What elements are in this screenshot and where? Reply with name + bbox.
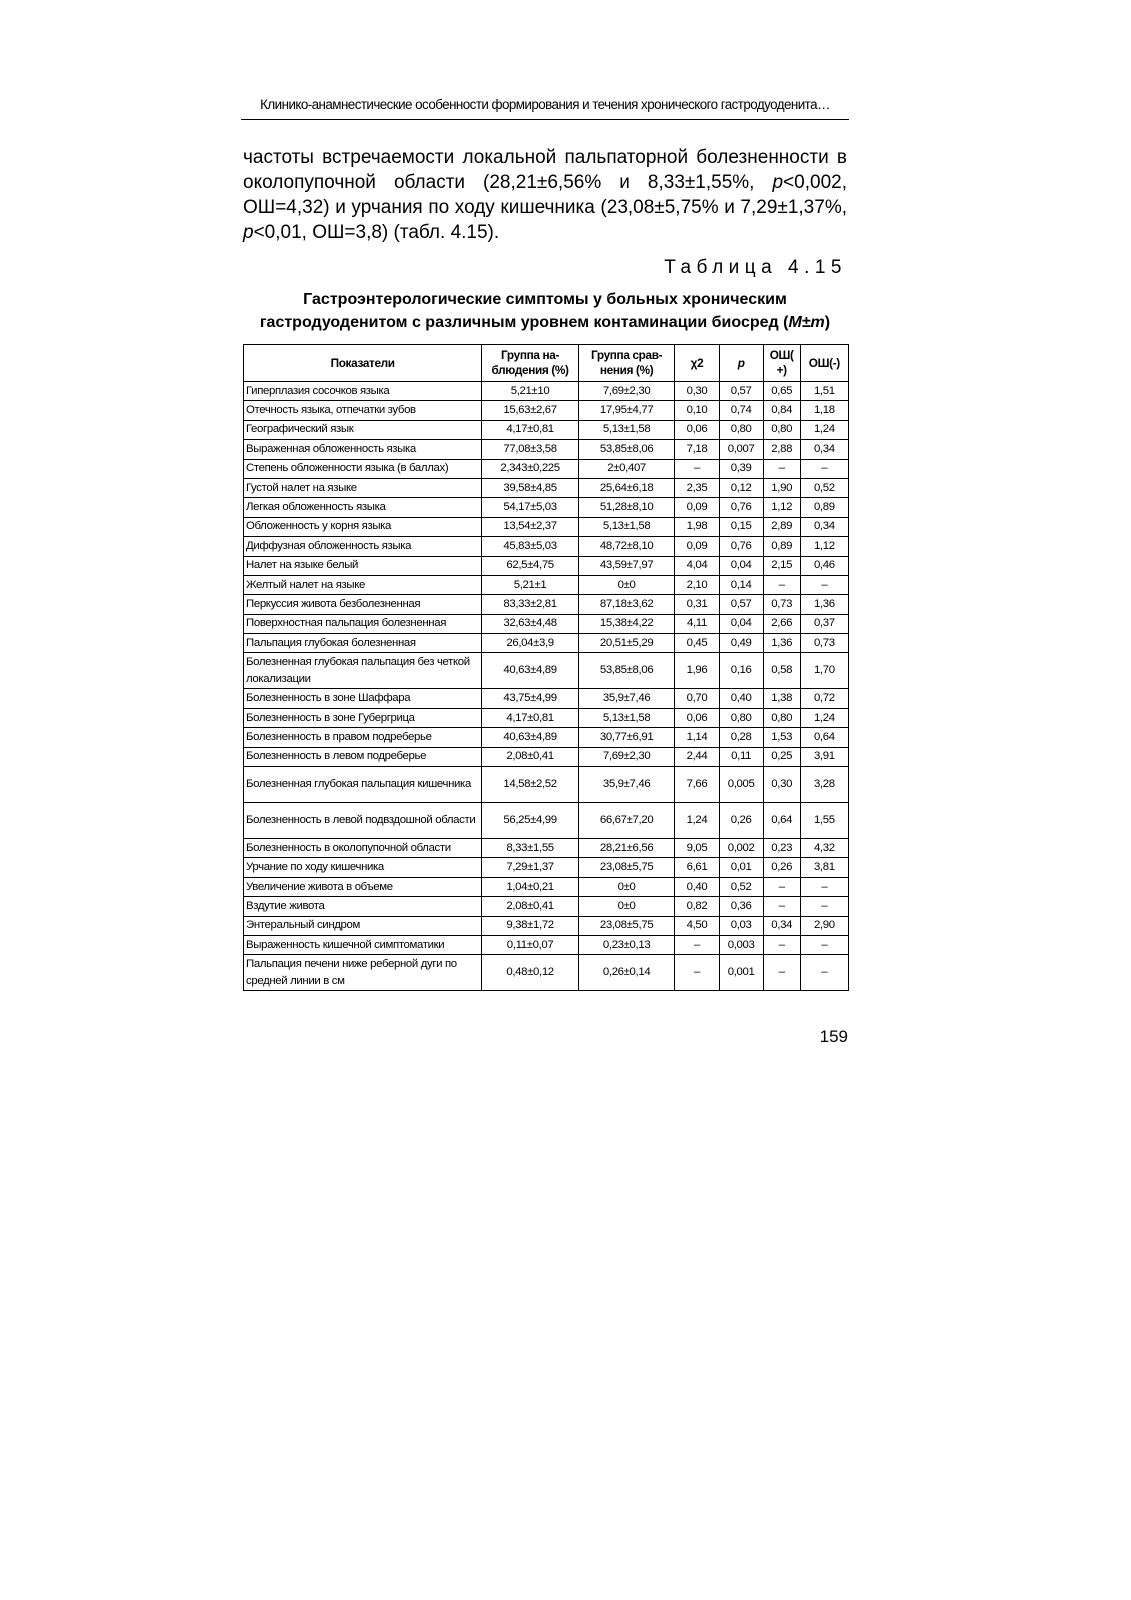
indicator-cell: Увеличение живота в объеме — [244, 877, 482, 896]
table-row — [244, 440, 849, 459]
table-row — [244, 935, 849, 954]
or-negative-cell: 3,91 — [800, 747, 848, 766]
indicator-cell: Налет на языке белый — [244, 556, 482, 575]
p-value-cell: 0,03 — [719, 916, 763, 935]
chi2-cell: 0,10 — [675, 401, 719, 420]
p-value-cell: 0,36 — [719, 897, 763, 916]
or-negative-cell: 4,32 — [800, 839, 848, 858]
chi2-cell: 7,18 — [675, 440, 719, 459]
p-value-cell: 0,74 — [719, 401, 763, 420]
table-row — [244, 459, 849, 478]
p-value-cell: 0,40 — [719, 689, 763, 708]
or-positive-cell: 0,80 — [763, 708, 800, 727]
or-positive-cell: 2,89 — [763, 517, 800, 536]
chi2-cell: 0,70 — [675, 689, 719, 708]
chi2-cell: 0,82 — [675, 897, 719, 916]
col-header-group-observation: Группа на- блюдения (%) — [482, 345, 579, 382]
group-comparison-cell: 2±0,407 — [578, 459, 675, 478]
group-observation-cell: 4,17±0,81 — [482, 420, 579, 439]
indicator-cell: Густой налет на языке — [244, 478, 482, 497]
table-row — [244, 858, 849, 877]
or-positive-cell: 1,90 — [763, 478, 800, 497]
or-negative-cell: 0,89 — [800, 498, 848, 517]
p-value-cell: 0,57 — [719, 382, 763, 401]
group-comparison-cell: 7,69±2,30 — [578, 382, 675, 401]
p-value-cell: 0,12 — [719, 478, 763, 497]
chi2-cell: 6,61 — [675, 858, 719, 877]
chi2-cell: 4,04 — [675, 556, 719, 575]
italic-p-symbol: p — [772, 172, 784, 193]
p-value-cell: 0,16 — [719, 653, 763, 689]
chi2-cell: 4,50 — [675, 916, 719, 935]
or-negative-cell: 0,46 — [800, 556, 848, 575]
chi2-cell: 1,24 — [675, 803, 719, 839]
indicator-cell: Степень обложенности языка (в баллах) — [244, 459, 482, 478]
or-negative-cell: – — [800, 575, 848, 594]
indicator-cell: Поверхностная пальпация болезненная — [244, 614, 482, 633]
italic-p-symbol: p — [243, 222, 254, 243]
or-negative-cell: 3,28 — [800, 767, 848, 803]
group-comparison-cell: 7,69±2,30 — [578, 747, 675, 766]
group-observation-cell: 2,08±0,41 — [482, 897, 579, 916]
or-positive-cell: 0,65 — [763, 382, 800, 401]
table-row — [244, 537, 849, 556]
group-comparison-cell: 48,72±8,10 — [578, 537, 675, 556]
table-row — [244, 728, 849, 747]
group-observation-cell: 4,17±0,81 — [482, 708, 579, 727]
or-positive-cell: 0,84 — [763, 401, 800, 420]
p-value-cell: 0,005 — [719, 767, 763, 803]
table-body — [244, 382, 849, 991]
group-observation-cell: 45,83±5,03 — [482, 537, 579, 556]
chi2-cell: 2,10 — [675, 575, 719, 594]
chi2-cell: 0,06 — [675, 708, 719, 727]
or-negative-cell: 1,24 — [800, 420, 848, 439]
paragraph-segment: <0,002, ОШ=4,32) и урчания по ходу кишечника (23,08±5,75% и 7,29±1,37%, — [243, 172, 847, 218]
table-title-end: ) — [824, 314, 831, 331]
or-negative-cell: 1,55 — [800, 803, 848, 839]
group-comparison-cell: 25,64±6,18 — [578, 478, 675, 497]
or-negative-cell: 1,70 — [800, 653, 848, 689]
or-negative-cell: 3,81 — [800, 858, 848, 877]
or-positive-cell: 2,15 — [763, 556, 800, 575]
or-negative-cell: 1,18 — [800, 401, 848, 420]
indicator-cell: Болезненность в левой подвздошной области — [244, 803, 482, 839]
or-positive-cell: 0,23 — [763, 839, 800, 858]
or-positive-cell: 0,73 — [763, 595, 800, 614]
table-row — [244, 420, 849, 439]
or-negative-cell: 0,34 — [800, 440, 848, 459]
chi2-cell: 0,30 — [675, 382, 719, 401]
indicator-cell: Болезненность в правом подреберье — [244, 728, 482, 747]
indicator-cell: Обложенность у корня языка — [244, 517, 482, 536]
or-positive-cell: 1,53 — [763, 728, 800, 747]
or-positive-cell: – — [763, 955, 800, 991]
chi2-cell: – — [675, 955, 719, 991]
table-title — [243, 288, 847, 334]
group-observation-cell: 0,48±0,12 — [482, 955, 579, 991]
chi2-cell: 0,09 — [675, 498, 719, 517]
indicator-cell: Отечность языка, отпечатки зубов — [244, 401, 482, 420]
running-header: Клинико-анамнестические особенности формирования и течения хронического гастродуоденита… — [260, 97, 830, 112]
group-observation-cell: 5,21±10 — [482, 382, 579, 401]
p-value-cell: 0,26 — [719, 803, 763, 839]
or-negative-cell: 0,72 — [800, 689, 848, 708]
group-observation-cell: 2,08±0,41 — [482, 747, 579, 766]
col-header-group-comparison: Группа срав- нения (%) — [578, 345, 675, 382]
table-row — [244, 767, 849, 803]
indicator-cell: Болезненность в околопупочной области — [244, 839, 482, 858]
paragraph-segment: <0,01, ОШ=3,8) (табл. 4.15). — [253, 222, 500, 243]
or-negative-cell: – — [800, 459, 848, 478]
or-negative-cell: 1,51 — [800, 382, 848, 401]
p-value-cell: 0,003 — [719, 935, 763, 954]
col-header-or-positive: ОШ( +) — [763, 345, 800, 382]
group-observation-cell: 5,21±1 — [482, 575, 579, 594]
p-value-cell: 0,28 — [719, 728, 763, 747]
group-observation-cell: 7,29±1,37 — [482, 858, 579, 877]
table-row — [244, 708, 849, 727]
or-negative-cell: 2,90 — [800, 916, 848, 935]
table-row — [244, 556, 849, 575]
p-value-cell: 0,14 — [719, 575, 763, 594]
indicator-cell: Гиперплазия сосочков языка — [244, 382, 482, 401]
col-header-p: p — [719, 345, 763, 382]
chi2-cell: – — [675, 935, 719, 954]
or-positive-cell: – — [763, 897, 800, 916]
or-negative-cell: 0,34 — [800, 517, 848, 536]
indicator-cell: Болезненность в зоне Губергрица — [244, 708, 482, 727]
group-comparison-cell: 53,85±8,06 — [578, 440, 675, 459]
or-positive-cell: 0,58 — [763, 653, 800, 689]
group-observation-cell: 43,75±4,99 — [482, 689, 579, 708]
table-row — [244, 401, 849, 420]
table-row — [244, 614, 849, 633]
p-value-cell: 0,04 — [719, 614, 763, 633]
chi2-cell: 0,06 — [675, 420, 719, 439]
or-positive-cell: 1,36 — [763, 634, 800, 653]
group-observation-cell: 8,33±1,55 — [482, 839, 579, 858]
table-row — [244, 897, 849, 916]
paragraph-segment: частоты встречаемости локальной пальпаторной болезненности в околопупочной области (28,21±6,56% и 8,33±1,55%, — [243, 147, 847, 193]
p-value-cell: 0,80 — [719, 420, 763, 439]
or-negative-cell: – — [800, 935, 848, 954]
p-value-cell: 0,002 — [719, 839, 763, 858]
group-comparison-cell: 23,08±5,75 — [578, 916, 675, 935]
group-observation-cell: 62,5±4,75 — [482, 556, 579, 575]
group-comparison-cell: 0±0 — [578, 897, 675, 916]
group-comparison-cell: 28,21±6,56 — [578, 839, 675, 858]
table-row — [244, 877, 849, 896]
p-value-cell: 0,01 — [719, 858, 763, 877]
group-observation-cell: 54,17±5,03 — [482, 498, 579, 517]
group-observation-cell: 9,38±1,72 — [482, 916, 579, 935]
or-negative-cell: 1,12 — [800, 537, 848, 556]
group-observation-cell: 40,63±4,89 — [482, 728, 579, 747]
col-header-chi2: χ2 — [675, 345, 719, 382]
or-negative-cell: 0,37 — [800, 614, 848, 633]
or-positive-cell: – — [763, 575, 800, 594]
or-negative-cell: – — [800, 897, 848, 916]
group-observation-cell: 83,33±2,81 — [482, 595, 579, 614]
or-negative-cell: 0,73 — [800, 634, 848, 653]
group-comparison-cell: 66,67±7,20 — [578, 803, 675, 839]
indicator-cell: Пальпация глубокая болезненная — [244, 634, 482, 653]
or-positive-cell: – — [763, 935, 800, 954]
group-comparison-cell: 5,13±1,58 — [578, 420, 675, 439]
p-value-cell: 0,15 — [719, 517, 763, 536]
table-row — [244, 595, 849, 614]
group-observation-cell: 15,63±2,67 — [482, 401, 579, 420]
symptoms-table — [243, 344, 849, 991]
or-positive-cell: 2,66 — [763, 614, 800, 633]
indicator-cell: Болезненность в левом подреберье — [244, 747, 482, 766]
or-positive-cell: 0,64 — [763, 803, 800, 839]
or-positive-cell: 1,12 — [763, 498, 800, 517]
indicator-cell: Вздутие живота — [244, 897, 482, 916]
chi2-cell: 2,44 — [675, 747, 719, 766]
p-value-cell: 0,76 — [719, 537, 763, 556]
table-row — [244, 747, 849, 766]
table-row — [244, 382, 849, 401]
group-comparison-cell: 20,51±5,29 — [578, 634, 675, 653]
indicator-cell: Пальпация печени ниже реберной дуги по средней линии в см — [244, 955, 482, 991]
indicator-cell: Болезненная глубокая пальпация кишечника — [244, 767, 482, 803]
group-observation-cell: 13,54±2,37 — [482, 517, 579, 536]
group-comparison-cell: 43,59±7,97 — [578, 556, 675, 575]
p-value-cell: 0,80 — [719, 708, 763, 727]
indicator-cell: Выраженная обложенность языка — [244, 440, 482, 459]
col-header-or-negative: ОШ(-) — [800, 345, 848, 382]
indicator-cell: Выраженность кишечной симптоматики — [244, 935, 482, 954]
col-header-indicator: Показатели — [244, 345, 482, 382]
table-label: Таблица 4.15 — [664, 257, 847, 278]
table-row — [244, 955, 849, 991]
table-title-italic: M±m — [788, 314, 825, 331]
or-negative-cell: 1,24 — [800, 708, 848, 727]
p-value-cell: 0,11 — [719, 747, 763, 766]
group-observation-cell: 1,04±0,21 — [482, 877, 579, 896]
p-value-cell: 0,04 — [719, 556, 763, 575]
chi2-cell: 0,45 — [675, 634, 719, 653]
table-row — [244, 517, 849, 536]
or-positive-cell: 0,80 — [763, 420, 800, 439]
or-negative-cell: – — [800, 877, 848, 896]
chi2-cell: – — [675, 459, 719, 478]
chi2-cell: 0,31 — [675, 595, 719, 614]
indicator-cell: Желтый налет на языке — [244, 575, 482, 594]
group-observation-cell: 40,63±4,89 — [482, 653, 579, 689]
group-comparison-cell: 0,26±0,14 — [578, 955, 675, 991]
or-negative-cell: 0,64 — [800, 728, 848, 747]
group-comparison-cell: 35,9±7,46 — [578, 767, 675, 803]
indicator-cell: Болезненная глубокая пальпация без четкой локализации — [244, 653, 482, 689]
indicator-cell: Урчание по ходу кишечника — [244, 858, 482, 877]
group-comparison-cell: 87,18±3,62 — [578, 595, 675, 614]
group-comparison-cell: 23,08±5,75 — [578, 858, 675, 877]
indicator-cell: Диффузная обложенность языка — [244, 537, 482, 556]
table-row — [244, 916, 849, 935]
table-row — [244, 634, 849, 653]
table-row — [244, 839, 849, 858]
table-row — [244, 575, 849, 594]
or-positive-cell: – — [763, 877, 800, 896]
or-positive-cell: 0,25 — [763, 747, 800, 766]
group-observation-cell: 14,58±2,52 — [482, 767, 579, 803]
group-observation-cell: 2,343±0,225 — [482, 459, 579, 478]
group-observation-cell: 26,04±3,9 — [482, 634, 579, 653]
chi2-cell: 0,09 — [675, 537, 719, 556]
group-comparison-cell: 5,13±1,58 — [578, 708, 675, 727]
table-title-main: Гастроэнтерологические симптомы у больных хроническим гастродуоденитом с различным уровнем контаминации биосред ( — [259, 291, 789, 331]
or-positive-cell: – — [763, 459, 800, 478]
chi2-cell: 1,14 — [675, 728, 719, 747]
group-comparison-cell: 5,13±1,58 — [578, 517, 675, 536]
or-positive-cell: 0,89 — [763, 537, 800, 556]
group-observation-cell: 77,08±3,58 — [482, 440, 579, 459]
or-positive-cell: 0,30 — [763, 767, 800, 803]
group-comparison-cell: 0,23±0,13 — [578, 935, 675, 954]
indicator-cell: Легкая обложенность языка — [244, 498, 482, 517]
p-value-cell: 0,76 — [719, 498, 763, 517]
p-value-cell: 0,52 — [719, 877, 763, 896]
chi2-cell: 0,40 — [675, 877, 719, 896]
header-rule — [241, 119, 849, 120]
group-observation-cell: 0,11±0,07 — [482, 935, 579, 954]
table-row — [244, 689, 849, 708]
group-comparison-cell: 17,95±4,77 — [578, 401, 675, 420]
group-comparison-cell: 30,77±6,91 — [578, 728, 675, 747]
group-observation-cell: 39,58±4,85 — [482, 478, 579, 497]
group-observation-cell: 56,25±4,99 — [482, 803, 579, 839]
or-negative-cell: – — [800, 955, 848, 991]
or-negative-cell: 1,36 — [800, 595, 848, 614]
table-row — [244, 653, 849, 689]
or-positive-cell: 0,26 — [763, 858, 800, 877]
or-positive-cell: 0,34 — [763, 916, 800, 935]
chi2-cell: 1,98 — [675, 517, 719, 536]
indicator-cell: Перкуссия живота безболезненная — [244, 595, 482, 614]
p-value-cell: 0,007 — [719, 440, 763, 459]
indicator-cell: Энтеральный синдром — [244, 916, 482, 935]
group-comparison-cell: 0±0 — [578, 575, 675, 594]
p-value-cell: 0,001 — [719, 955, 763, 991]
indicator-cell: Географический язык — [244, 420, 482, 439]
table-row — [244, 498, 849, 517]
or-positive-cell: 2,88 — [763, 440, 800, 459]
or-negative-cell: 0,52 — [800, 478, 848, 497]
group-comparison-cell: 51,28±8,10 — [578, 498, 675, 517]
chi2-cell: 7,66 — [675, 767, 719, 803]
chi2-cell: 1,96 — [675, 653, 719, 689]
group-comparison-cell: 15,38±4,22 — [578, 614, 675, 633]
group-comparison-cell: 0±0 — [578, 877, 675, 896]
p-value-cell: 0,49 — [719, 634, 763, 653]
or-positive-cell: 1,38 — [763, 689, 800, 708]
table-header-row — [244, 345, 849, 382]
indicator-cell: Болезненность в зоне Шаффара — [244, 689, 482, 708]
group-comparison-cell: 35,9±7,46 — [578, 689, 675, 708]
chi2-cell: 9,05 — [675, 839, 719, 858]
chi2-cell: 2,35 — [675, 478, 719, 497]
table-row — [244, 803, 849, 839]
p-value-cell: 0,39 — [719, 459, 763, 478]
group-observation-cell: 32,63±4,48 — [482, 614, 579, 633]
group-comparison-cell: 53,85±8,06 — [578, 653, 675, 689]
p-value-cell: 0,57 — [719, 595, 763, 614]
chi2-cell: 4,11 — [675, 614, 719, 633]
table-row — [244, 478, 849, 497]
body-paragraph — [243, 145, 847, 245]
page-number: 159 — [819, 1027, 848, 1046]
